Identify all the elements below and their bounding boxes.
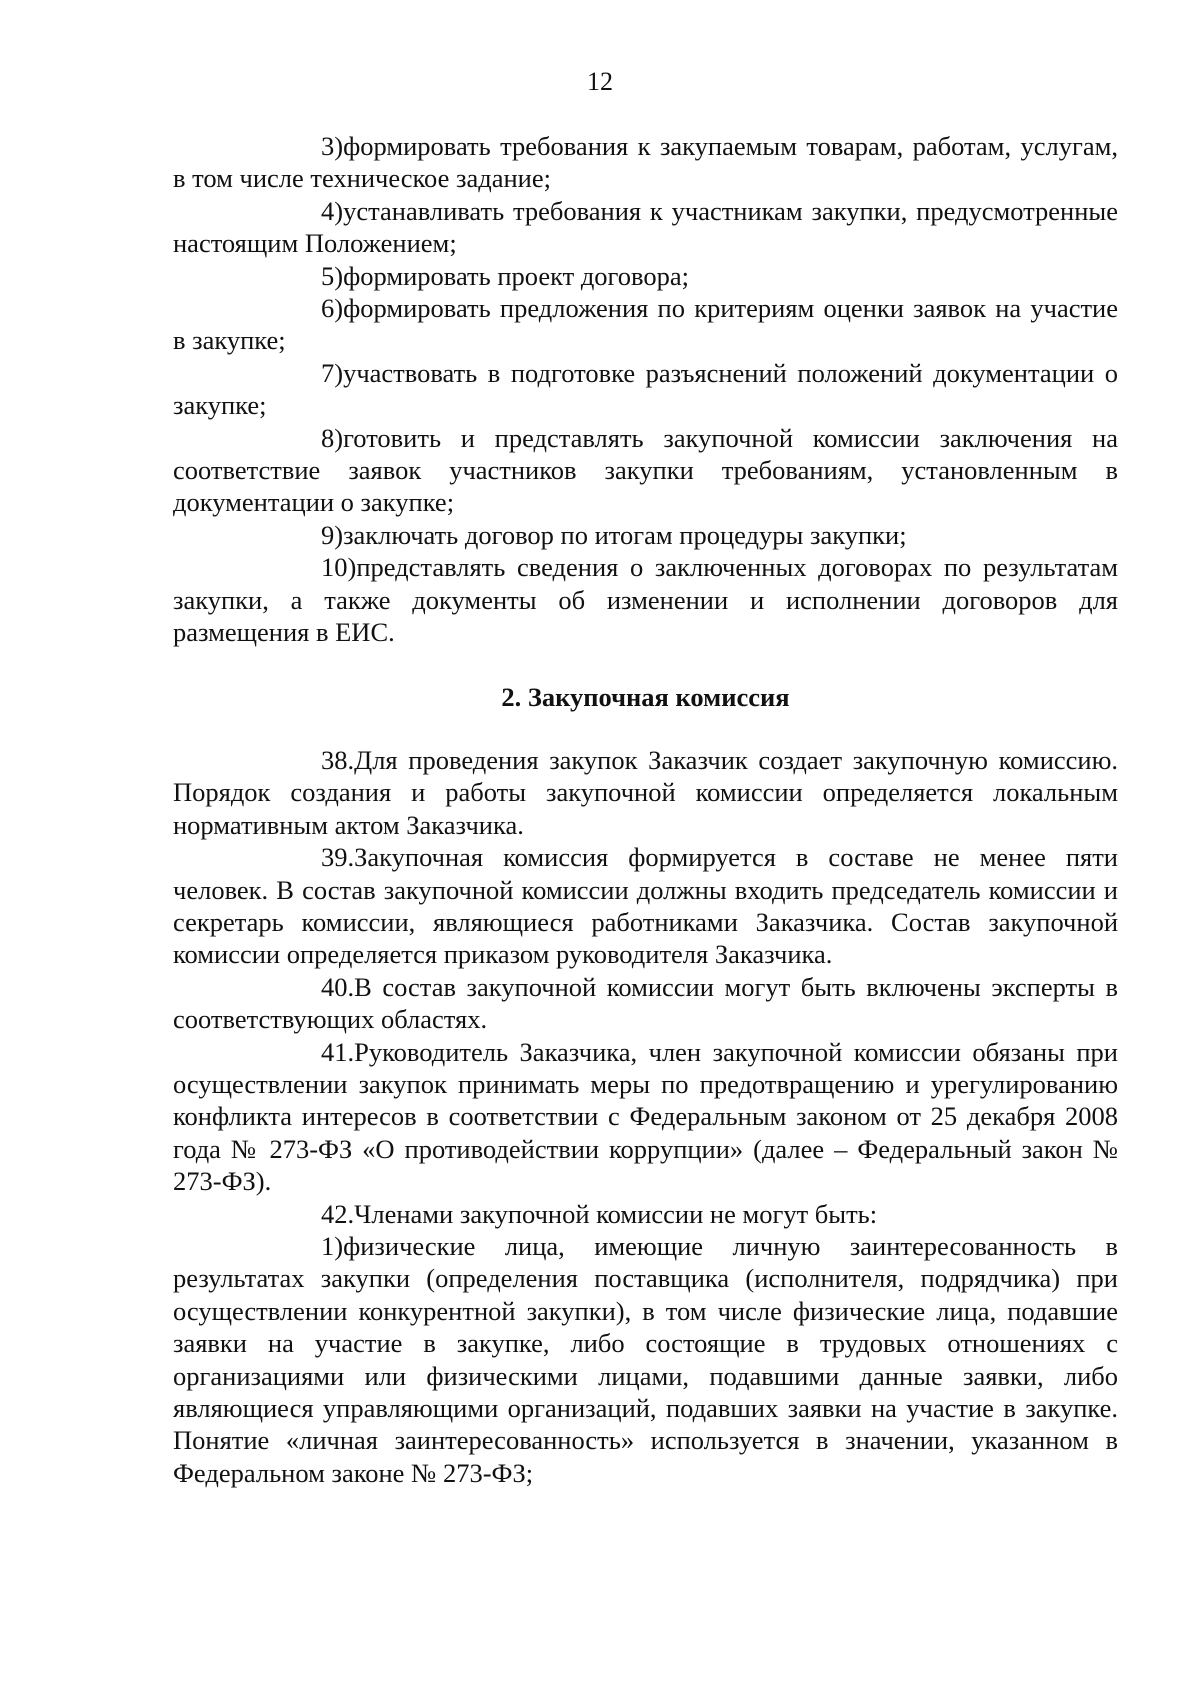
list-item-text: физические лица, имеющие личную заинтересованность в результатах закупки (определения поставщика (исполнителя, подрядчика) при осуществлении конкурентной закупки), в том числе физические лица, подавшие заявки на участие в закупке, либо состоящие в трудовых отношениях с организациями или физическими лицами, подавшими данные заявки, либо являющиеся управляющими организаций, подавших заявки на участие в закупке. Понятие «личная заинтересованность» используется в значении, указанном в Федеральном законе № 273-ФЗ;: [173, 1231, 1118, 1488]
list-item-text: формировать требования к закупаемым товарам, работам, услугам, в том числе техническое задание;: [173, 131, 1118, 194]
clause-38: [173, 744, 1118, 841]
section-title: 2. Закупочная комиссия: [501, 681, 790, 712]
list-item-1: [173, 1230, 1118, 1489]
clause-41: [173, 1036, 1118, 1198]
list-item-8: [173, 422, 1118, 519]
page-number: 12: [587, 67, 613, 96]
list-item-number: 1): [321, 1231, 344, 1261]
list-item-10: [173, 551, 1118, 648]
list-item-text: представлять сведения о заключенных договорах по результатам закупки, а также документы об изменении и исполнении договоров для размещения в ЕИС.: [173, 552, 1118, 648]
clause-text: В состав закупочной комиссии могут быть включены эксперты в соответствующих областях.: [173, 971, 1118, 1035]
document-body: [173, 130, 1118, 1489]
clause-number: 41.: [321, 1036, 355, 1067]
clause-number: 38.: [321, 744, 355, 775]
list-item-3: [173, 130, 1118, 195]
list-item-text: устанавливать требования к участникам закупки, предусмотренные настоящим Положением;: [173, 195, 1118, 259]
list-item-text: участвовать в подготовке разъяснений положений документации о закупке;: [173, 357, 1118, 421]
clause-text: Для проведения закупок Заказчик создает закупочную комиссию. Порядок создания и работы закупочной комиссии определяется локальным нормативным актом Заказчика.: [173, 744, 1118, 840]
list-item-number: 6): [321, 293, 344, 324]
list-item-text: заключать договор по итогам процедуры закупки;: [343, 519, 907, 550]
list-item-number: 3): [321, 131, 344, 161]
list-item-number: 9): [321, 519, 344, 550]
clause-39: [173, 841, 1118, 971]
list-item-5: [173, 260, 1118, 292]
list-item-number: 4): [321, 195, 344, 226]
clause-40: [173, 971, 1118, 1036]
list-item-number: 5): [321, 260, 344, 291]
clause-text: Закупочная комиссия формируется в составе не менее пяти человек. В состав закупочной комиссии должны входить председатель комиссии и секретарь комиссии, являющиеся работниками Заказчика. Состав закупочной комиссии определяется приказом руководителя Заказчика.: [173, 842, 1118, 970]
list-item-4: [173, 195, 1118, 260]
list-item-text: формировать проект договора;: [343, 260, 689, 291]
list-item-text: готовить и представлять закупочной комиссии заключения на соответствие заявок участников закупки требованиям, установленным в документации о закупке;: [173, 422, 1118, 518]
list-item-number: 8): [321, 422, 344, 453]
list-item-number: 10): [321, 552, 357, 583]
clause-number: 42.: [321, 1198, 355, 1229]
clause-text: Руководитель Заказчика, член закупочной комиссии обязаны при осуществлении закупок принимать меры по предотвращению и урегулированию конфликта интересов в соответствии с Федеральным законом от 25 декабря 2008 года № 273-ФЗ «О противодействии коррупции» (далее – Федеральный закон № 273-ФЗ).: [173, 1036, 1118, 1197]
list-item-7: [173, 357, 1118, 422]
list-item-6: [173, 292, 1118, 357]
clause-number: 40.: [321, 971, 355, 1002]
list-item-text: формировать предложения по критериям оценки заявок на участие в закупке;: [173, 293, 1118, 356]
list-item-number: 7): [321, 357, 344, 388]
clause-42: [173, 1198, 1118, 1230]
clause-text: Членами закупочной комиссии не могут быть:: [354, 1198, 878, 1229]
clause-number: 39.: [321, 842, 355, 873]
list-item-9: [173, 519, 1118, 551]
